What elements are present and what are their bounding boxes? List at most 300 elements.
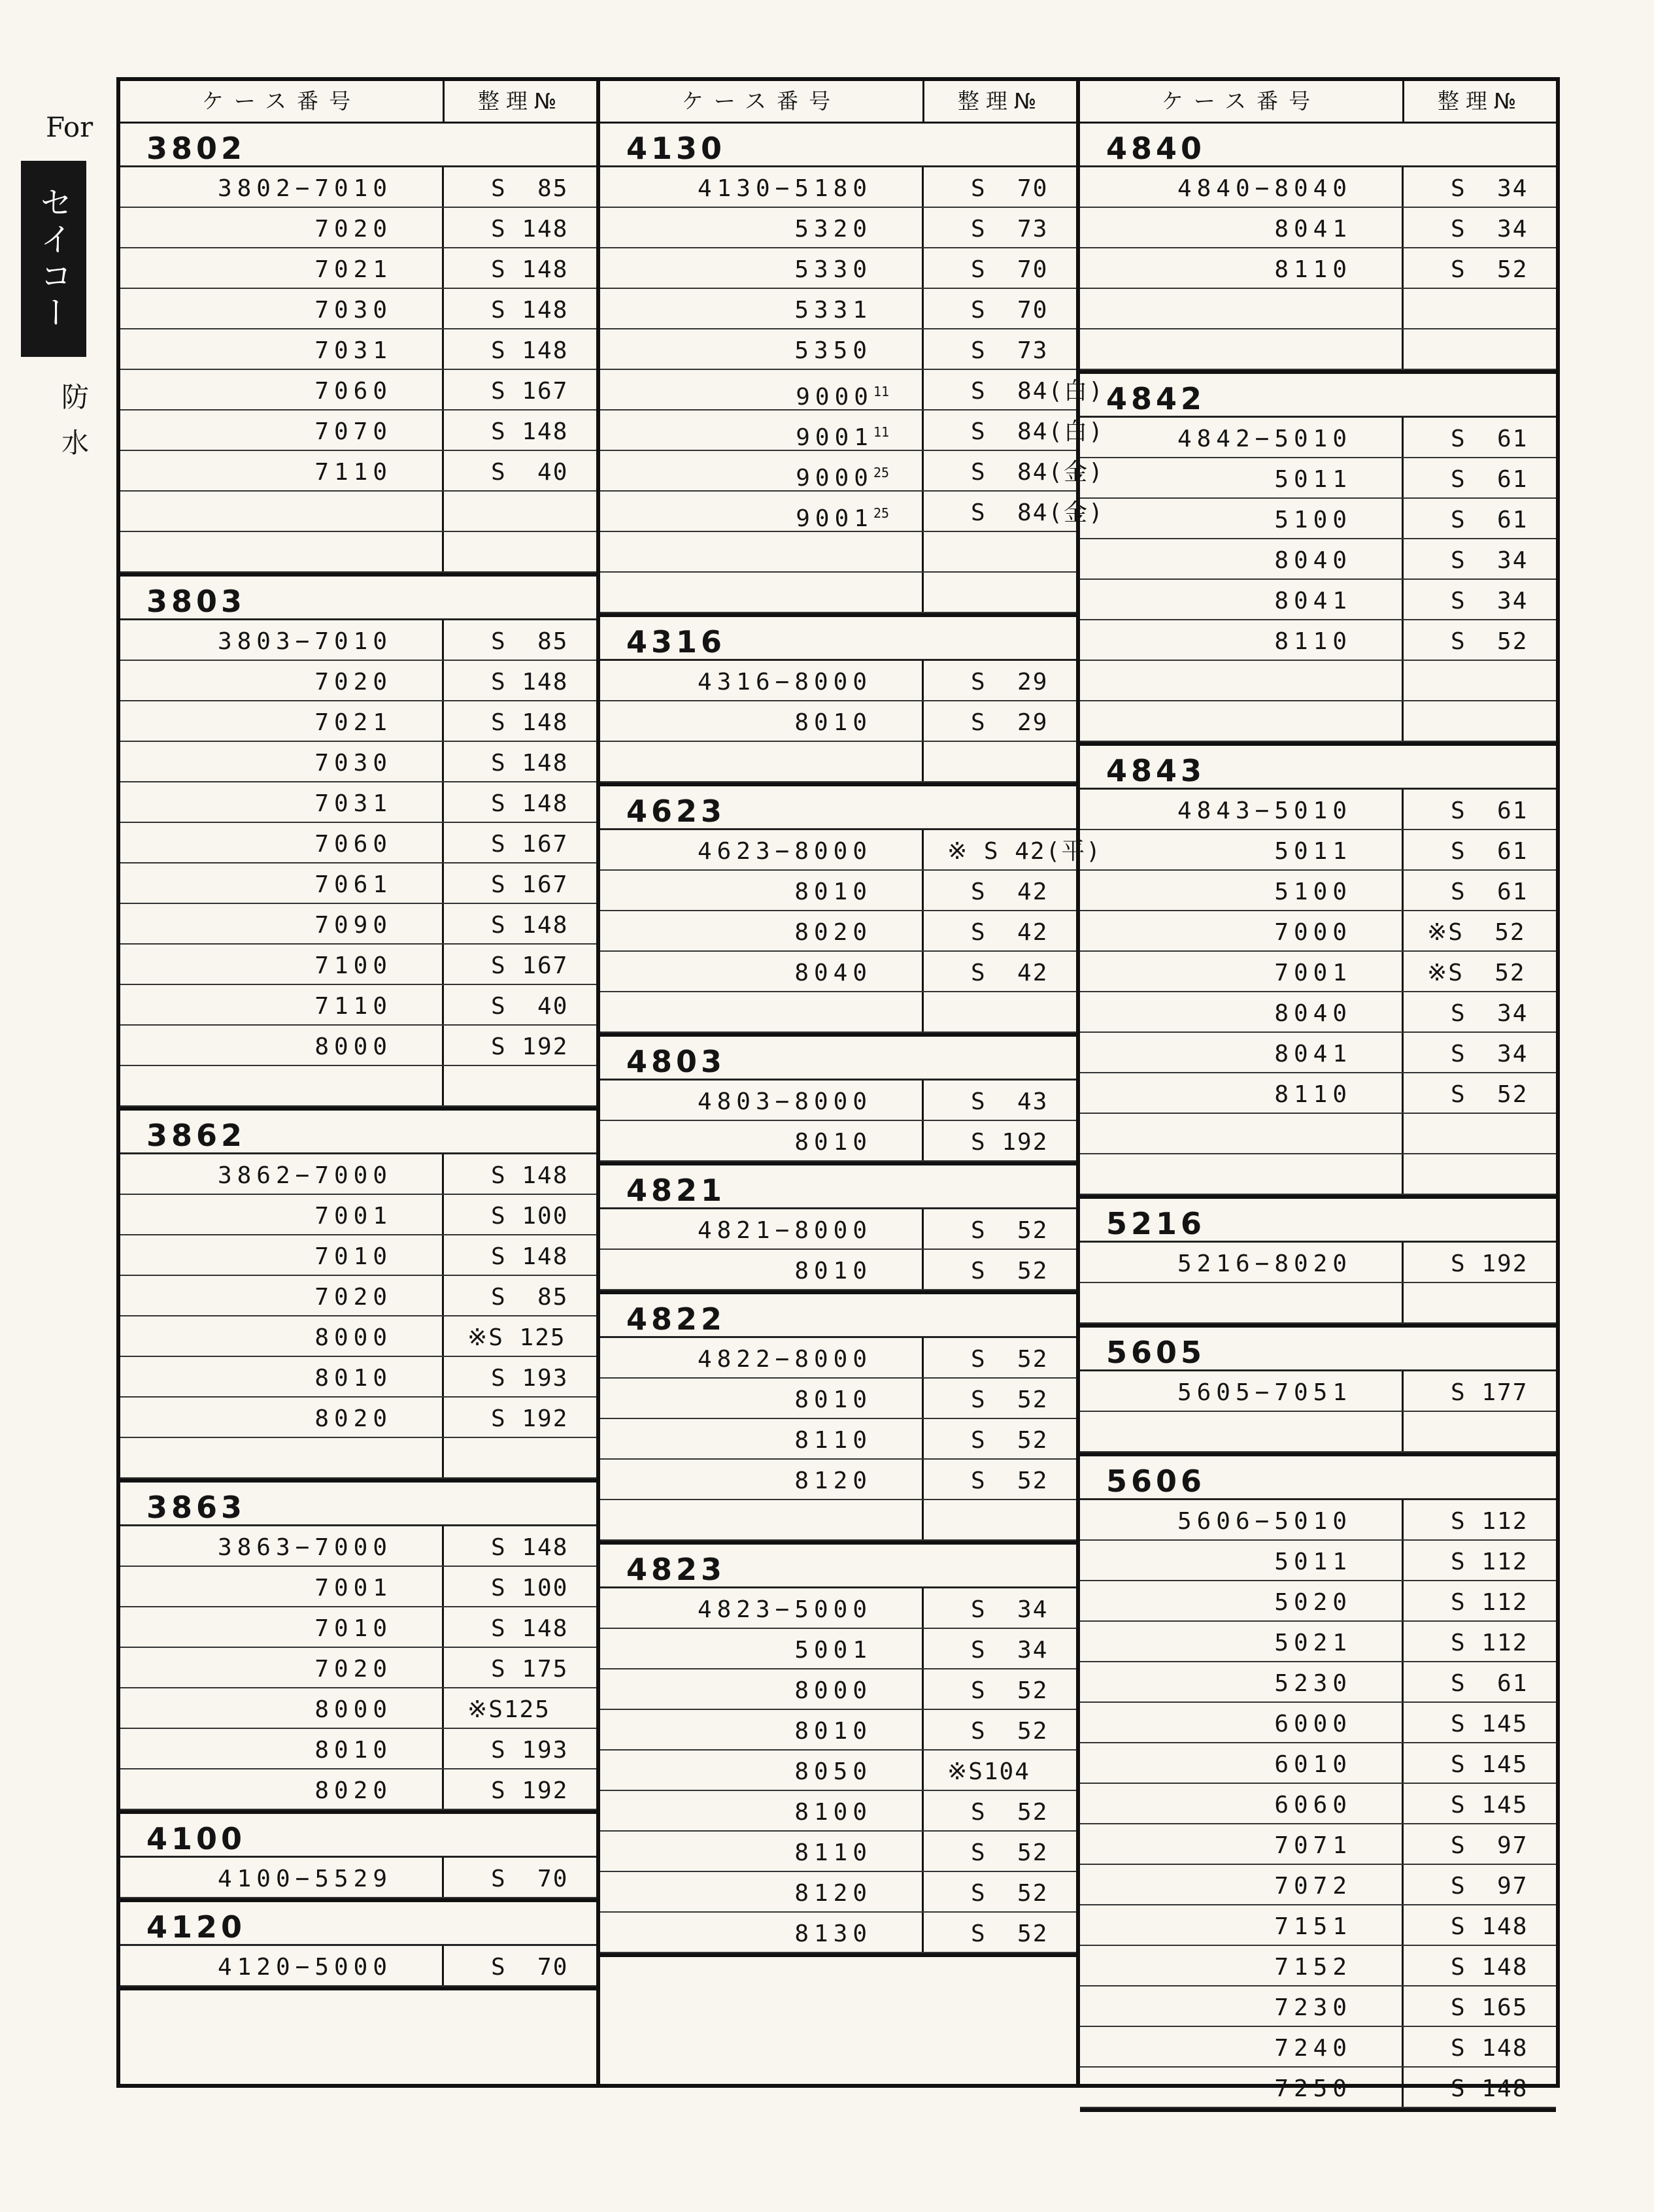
table-row <box>1080 1824 1556 1865</box>
table-row <box>600 1872 1076 1913</box>
case-number-cell <box>600 701 924 741</box>
case-number-cell <box>120 1567 444 1606</box>
case-number: 7070 <box>314 418 393 445</box>
table-row <box>600 451 1104 492</box>
reference-number-cell: S 148 <box>491 297 569 324</box>
blank-row <box>1080 1114 1556 1154</box>
case-group <box>1080 124 1556 374</box>
table-row <box>600 1791 1076 1832</box>
table-row <box>600 1710 1076 1751</box>
case-number-cell <box>1080 458 1404 497</box>
blank-cell <box>1404 289 1556 328</box>
reference-number-cell: S 34 <box>1451 547 1528 574</box>
group-title: 4316 <box>600 617 1076 661</box>
case-number-cell <box>120 1357 444 1396</box>
group-title: 4120 <box>120 1902 596 1946</box>
case-number: 9000 <box>796 465 873 492</box>
case-number-cell <box>120 1526 444 1566</box>
reference-number-cell: S 177 <box>1451 1379 1528 1406</box>
group-title: 3862 <box>120 1111 596 1154</box>
table-row <box>600 1209 1076 1250</box>
case-number-cell <box>120 1195 444 1234</box>
table-row <box>120 823 596 863</box>
case-number: 8020 <box>314 1405 393 1432</box>
case-number: 5011 <box>1274 1549 1353 1575</box>
case-number-cell <box>1080 1743 1404 1783</box>
case-number: 3863−7000 <box>217 1534 393 1561</box>
case-number: 7020 <box>314 669 393 695</box>
case-number: 7240 <box>1274 2035 1353 2062</box>
case-number-cell <box>1080 992 1404 1031</box>
group-title: 4821 <box>600 1165 1076 1209</box>
reference-number-cell: S 112 <box>1451 1589 1528 1616</box>
table-row <box>600 1081 1076 1121</box>
table-row <box>1080 539 1556 580</box>
reference-number-cell: S 52 <box>971 1880 1049 1907</box>
table-row <box>1080 1243 1556 1283</box>
reference-number-cell: S 148 <box>491 216 569 243</box>
reference-number-cell: S 70 <box>971 256 1049 283</box>
case-number: 8110 <box>1274 256 1353 283</box>
table-row <box>120 1526 596 1567</box>
case-number: 7030 <box>314 297 393 324</box>
case-number-cell <box>600 1913 924 1952</box>
case-number-cell <box>120 904 444 943</box>
case-number-cell <box>600 167 924 207</box>
blank-cell <box>120 1066 444 1105</box>
case-number: 7030 <box>314 750 393 777</box>
case-number-cell <box>120 411 444 450</box>
table-column <box>1076 81 1556 2102</box>
table-row <box>120 1026 596 1066</box>
reference-number-cell: S 97 <box>1451 1832 1528 1859</box>
reference-number-cell: S 52 <box>971 1839 1049 1866</box>
case-number-cell <box>120 208 444 247</box>
blank-row <box>120 492 596 532</box>
reference-number-cell: S 148 <box>491 337 569 364</box>
case-number: 4803−8000 <box>697 1088 873 1115</box>
blank-cell <box>1404 329 1556 369</box>
case-number: 5216−8020 <box>1177 1250 1353 1277</box>
case-number-cell <box>1080 2027 1404 2066</box>
group-title: 3803 <box>120 577 596 620</box>
case-number-cell <box>120 329 444 369</box>
case-number-cell <box>120 1688 444 1728</box>
group-title: 4623 <box>600 786 1076 830</box>
reference-number-cell: S 148 <box>491 912 569 939</box>
case-number-cell <box>120 945 444 984</box>
group-title: 4130 <box>600 124 1076 167</box>
group-title: 5605 <box>1080 1328 1556 1371</box>
table-row <box>600 1588 1076 1629</box>
blank-cell <box>1080 701 1404 741</box>
table-row <box>1080 1622 1556 1662</box>
table-row <box>120 1729 596 1769</box>
case-number: 8040 <box>1274 1000 1353 1027</box>
table-row <box>600 1832 1076 1872</box>
case-number-cell <box>600 248 924 288</box>
reference-number-cell: S 52 <box>971 1467 1049 1494</box>
case-number: 7250 <box>1274 2075 1353 2102</box>
case-number: 6000 <box>1274 1711 1353 1737</box>
case-number-cell <box>600 1121 924 1160</box>
group-title: 4803 <box>600 1037 1076 1081</box>
reference-number-cell: S 43 <box>971 1088 1049 1115</box>
case-number-cell <box>120 1398 444 1437</box>
reference-number-cell: S 34 <box>971 1596 1049 1623</box>
case-number-cell <box>600 1419 924 1458</box>
case-number-cell <box>1080 1073 1404 1113</box>
column-header <box>1080 81 1556 124</box>
reference-number-cell: S 52 <box>1451 1081 1528 1108</box>
reference-number-cell: S 42 <box>971 960 1049 986</box>
table-row <box>120 1154 596 1195</box>
table-row <box>600 208 1076 248</box>
case-number: 7110 <box>314 459 393 486</box>
reference-number-cell: S 148 <box>491 1615 569 1642</box>
case-suffix: 25 <box>873 505 890 521</box>
case-number-header: ケース番号 <box>1080 81 1404 122</box>
blank-cell <box>1080 1154 1404 1194</box>
table-row <box>600 167 1076 208</box>
case-number-cell <box>1080 1243 1404 1282</box>
reference-number-cell: S 112 <box>1451 1549 1528 1575</box>
table-row <box>600 492 1104 532</box>
case-group <box>600 1545 1076 1957</box>
blank-cell <box>444 532 596 571</box>
blank-row <box>600 742 1076 782</box>
case-number: 5330 <box>794 256 873 283</box>
blank-cell <box>1404 661 1556 700</box>
reference-number-cell: S 145 <box>1451 1751 1528 1778</box>
case-number-cell <box>600 1460 924 1499</box>
reference-number-cell: S 148 <box>491 669 569 695</box>
reference-number-cell: S 193 <box>491 1365 569 1392</box>
blank-row <box>1080 289 1556 329</box>
case-number-cell <box>120 1946 444 1985</box>
case-number-cell <box>120 1154 444 1194</box>
table-row <box>1080 620 1556 661</box>
table-row <box>120 248 596 289</box>
group-title: 4842 <box>1080 374 1556 418</box>
case-number: 8020 <box>314 1777 393 1804</box>
table-row <box>120 1357 596 1398</box>
reference-number-cell: ※S125 <box>467 1696 550 1723</box>
case-group <box>120 1111 596 1483</box>
case-number-cell <box>1080 1986 1404 2026</box>
case-number-cell <box>120 167 444 207</box>
blank-row <box>1080 1412 1556 1452</box>
blank-cell <box>924 992 1076 1031</box>
case-number: 6010 <box>1274 1751 1353 1778</box>
table-row <box>120 782 596 823</box>
table-row <box>1080 458 1556 499</box>
case-group <box>120 1902 596 1990</box>
case-number: 7060 <box>314 378 393 405</box>
blank-cell <box>1404 1283 1556 1322</box>
case-number-cell <box>600 1872 924 1911</box>
case-number: 7061 <box>314 871 393 898</box>
reference-number-cell: S 148 <box>1451 2075 1528 2102</box>
case-group <box>600 124 1104 617</box>
case-number: 4822−8000 <box>697 1346 873 1373</box>
reference-number-cell: S 100 <box>491 1575 569 1601</box>
reference-number-cell: S 61 <box>1451 426 1528 452</box>
reference-number-cell: S 148 <box>491 750 569 777</box>
reference-number-cell: S 73 <box>971 216 1049 243</box>
case-number-cell <box>120 289 444 328</box>
blank-cell <box>1080 329 1404 369</box>
case-number: 4100−5529 <box>217 1866 393 1892</box>
reference-number-cell: S 42 <box>971 879 1049 905</box>
reference-number-cell: S 148 <box>1451 2035 1528 2062</box>
table-row <box>1080 830 1556 871</box>
case-number: 7001 <box>1274 960 1353 986</box>
case-number-cell <box>1080 418 1404 457</box>
case-group <box>120 1814 596 1902</box>
case-number-cell <box>120 1648 444 1687</box>
case-number-cell <box>120 661 444 700</box>
table-row <box>120 208 596 248</box>
case-number: 8010 <box>794 1718 873 1745</box>
case-number-cell <box>1080 871 1404 910</box>
case-number-cell <box>600 370 924 409</box>
case-group <box>1080 1328 1556 1456</box>
blank-cell <box>1080 1412 1404 1451</box>
table-row <box>120 863 596 904</box>
table-row <box>120 620 596 661</box>
reference-number-header: 整理№ <box>1437 88 1523 114</box>
blank-cell <box>600 992 924 1031</box>
reference-number-cell: S 85 <box>491 1284 569 1311</box>
case-group <box>600 1165 1076 1294</box>
case-number-cell <box>120 782 444 822</box>
case-number: 7151 <box>1274 1913 1353 1940</box>
case-number: 8110 <box>794 1839 873 1866</box>
case-number: 8100 <box>794 1799 873 1826</box>
reference-number-cell: S 61 <box>1451 838 1528 865</box>
reference-number-cell: S 97 <box>1451 1873 1528 1900</box>
case-number: 5320 <box>794 216 873 243</box>
reference-number-cell: S 29 <box>971 669 1049 695</box>
table-row <box>1080 1541 1556 1581</box>
reference-number-cell: S 145 <box>1451 1792 1528 1818</box>
case-number-cell <box>120 248 444 288</box>
reference-number-cell: S 167 <box>491 831 569 858</box>
blank-cell <box>600 742 924 781</box>
case-number: 7110 <box>314 993 393 1020</box>
case-number-cell <box>600 1209 924 1248</box>
reference-number-cell: S 148 <box>491 1162 569 1189</box>
table-row <box>1080 992 1556 1033</box>
reference-number-cell: ※S 125 <box>467 1324 566 1351</box>
case-number-cell <box>1080 830 1404 869</box>
table-row <box>1080 952 1556 992</box>
case-number: 8010 <box>794 1258 873 1284</box>
case-number-cell <box>120 1276 444 1315</box>
reference-number-cell: S 85 <box>491 175 569 202</box>
reference-number-cell: ※S 52 <box>1427 919 1526 946</box>
blank-cell <box>924 1500 1076 1539</box>
blank-cell <box>1404 1412 1556 1451</box>
reference-number-cell: S 34 <box>1451 588 1528 614</box>
case-number: 4120−5000 <box>217 1954 393 1981</box>
blank-row <box>1080 1154 1556 1195</box>
table-row <box>120 1195 596 1235</box>
case-number: 8000 <box>314 1033 393 1060</box>
table-row <box>600 1751 1076 1791</box>
case-number: 5020 <box>1274 1589 1353 1616</box>
table-row <box>1080 1500 1556 1541</box>
column-filler <box>600 1957 1076 2084</box>
blank-cell <box>600 573 924 612</box>
reference-number-cell: S 34 <box>1451 175 1528 202</box>
reference-number-cell: S 148 <box>491 1243 569 1270</box>
case-number: 8010 <box>794 1129 873 1156</box>
case-number-cell <box>1080 620 1404 660</box>
case-number-cell <box>600 661 924 700</box>
table-row <box>600 1419 1076 1460</box>
case-number: 3803−7010 <box>217 628 393 655</box>
case-number: 4842−5010 <box>1177 426 1353 452</box>
reference-number-cell: S 84(白) <box>971 418 1104 445</box>
table-row <box>120 329 596 370</box>
case-number: 5331 <box>794 297 873 324</box>
case-number-cell <box>1080 1865 1404 1904</box>
case-number-cell <box>1080 248 1404 288</box>
case-number-cell <box>1080 952 1404 991</box>
case-number-cell <box>1080 1622 1404 1661</box>
reference-number-cell: S 29 <box>971 709 1049 736</box>
case-number: 7000 <box>1274 919 1353 946</box>
reference-number-cell: S 52 <box>971 1427 1049 1454</box>
reference-number-cell: S 192 <box>491 1405 569 1432</box>
case-number-cell <box>120 985 444 1024</box>
table-row <box>120 742 596 782</box>
group-title: 3863 <box>120 1483 596 1526</box>
reference-number-cell: S 34 <box>1451 216 1528 243</box>
table-row <box>600 1338 1076 1379</box>
blank-cell <box>924 573 1076 612</box>
table-row <box>600 1379 1076 1419</box>
case-group <box>600 786 1102 1037</box>
reference-number-cell: S 52 <box>971 1386 1049 1413</box>
reference-number-cell: S 148 <box>491 709 569 736</box>
table-row <box>1080 1662 1556 1703</box>
table-row <box>1080 1865 1556 1905</box>
case-number: 6060 <box>1274 1792 1353 1818</box>
blank-row <box>600 992 1076 1033</box>
group-title: 3802 <box>120 124 596 167</box>
table-row <box>120 1567 596 1607</box>
reference-number-cell: ※S 52 <box>1427 960 1526 986</box>
reference-number-cell: S 175 <box>491 1656 569 1683</box>
group-title: 4823 <box>600 1545 1076 1588</box>
case-number-cell <box>1080 208 1404 247</box>
case-number: 7001 <box>314 1575 393 1601</box>
case-number-cell <box>600 1081 924 1120</box>
reference-number-cell: S 61 <box>1451 797 1528 824</box>
table-row <box>600 1250 1076 1290</box>
blank-row <box>1080 1283 1556 1324</box>
table-row <box>1080 1703 1556 1743</box>
table-row <box>120 1316 596 1357</box>
table-row <box>1080 580 1556 620</box>
table-row <box>120 945 596 985</box>
table-row <box>120 1607 596 1648</box>
case-number: 5011 <box>1274 838 1353 865</box>
table-row <box>120 167 596 208</box>
reference-number-header: 整理№ <box>957 88 1043 114</box>
case-number: 7230 <box>1274 1994 1353 2021</box>
reference-number-cell: S 42 <box>971 919 1049 946</box>
case-number: 7020 <box>314 1656 393 1683</box>
case-number: 5100 <box>1274 879 1353 905</box>
case-number-cell <box>600 1669 924 1709</box>
case-group <box>120 577 596 1111</box>
reference-number-cell: S 52 <box>1451 256 1528 283</box>
case-number-cell <box>1080 539 1404 578</box>
case-number: 7071 <box>1274 1832 1353 1859</box>
table-row <box>1080 167 1556 208</box>
table-row <box>120 904 596 945</box>
reference-number-cell: S 70 <box>491 1866 569 1892</box>
case-number: 8041 <box>1274 216 1353 243</box>
case-number: 4821−8000 <box>697 1217 873 1244</box>
blank-cell <box>1080 1283 1404 1322</box>
blank-row <box>1080 701 1556 742</box>
case-number-cell <box>600 871 924 910</box>
table-row <box>120 1648 596 1688</box>
case-number: 7072 <box>1274 1873 1353 1900</box>
reference-number-cell: S 70 <box>971 297 1049 324</box>
case-number: 7090 <box>314 912 393 939</box>
case-number-cell <box>1080 1946 1404 1985</box>
reference-number-header: 整理№ <box>477 88 564 114</box>
case-number: 7021 <box>314 709 393 736</box>
table-row <box>1080 871 1556 911</box>
case-number-cell <box>120 1769 444 1809</box>
case-number-cell <box>1080 1581 1404 1620</box>
case-reference-table <box>116 77 1560 2102</box>
case-number: 7020 <box>314 1284 393 1311</box>
table-row <box>600 1913 1076 1953</box>
table-row <box>1080 2027 1556 2068</box>
blank-cell <box>924 742 1076 781</box>
table-row <box>120 1858 596 1898</box>
case-number-cell <box>1080 1703 1404 1742</box>
blank-cell <box>1080 661 1404 700</box>
reference-number-cell: S 34 <box>1451 1000 1528 1027</box>
blank-cell <box>444 1438 596 1477</box>
table-row <box>1080 1581 1556 1622</box>
case-number: 8010 <box>794 879 873 905</box>
sidebar-brand-tab <box>21 161 86 357</box>
case-number-cell <box>1080 1784 1404 1823</box>
sidebar-category-label: 防水 <box>58 382 90 474</box>
case-number: 7060 <box>314 831 393 858</box>
reference-number-cell: S 145 <box>1451 1711 1528 1737</box>
case-number-cell <box>600 911 924 950</box>
case-number: 5021 <box>1274 1630 1353 1656</box>
reference-number-cell: S 61 <box>1451 507 1528 533</box>
case-number-cell <box>120 1729 444 1768</box>
case-number-header: ケース番号 <box>600 81 924 122</box>
case-number: 8010 <box>794 1386 873 1413</box>
reference-number-cell: S 148 <box>491 1534 569 1561</box>
table-row <box>1080 1743 1556 1784</box>
table-row <box>1080 1784 1556 1824</box>
